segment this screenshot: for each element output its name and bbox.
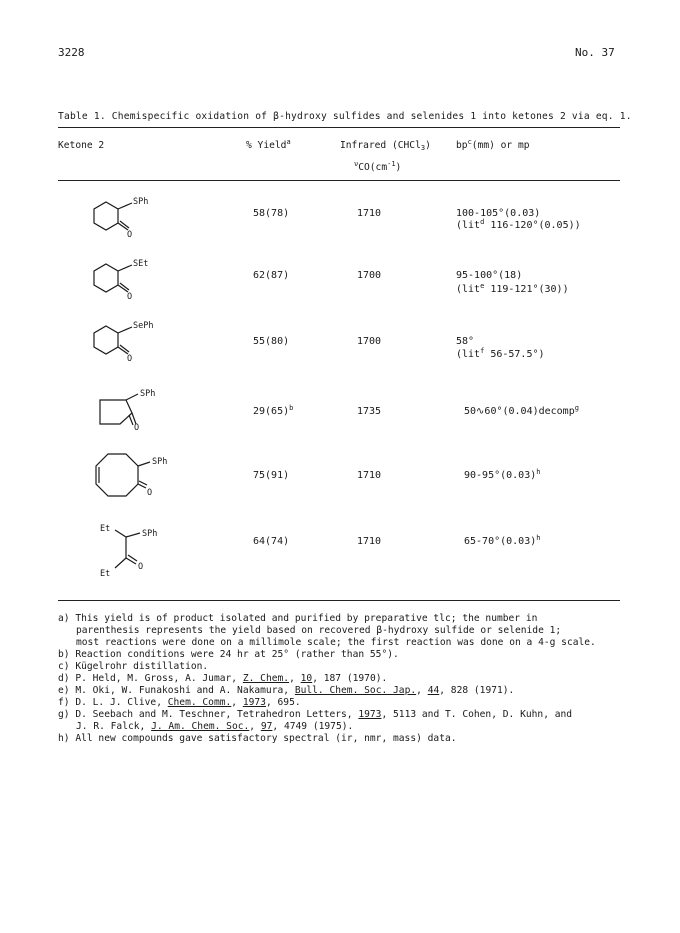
yield-cell: 55(80) (253, 336, 290, 347)
table-top-rule (58, 127, 620, 128)
substituent-label: SPh (133, 197, 149, 207)
footnote-a: a) This yield is of product isolated and purified by preparative tlc; the number in (58, 613, 538, 624)
footnote-e: e) M. Oki, W. Funakoshi and A. Nakamura, Bull. Chem. Soc. Jap., 44, 828 (1971). (58, 685, 515, 696)
ethyl-label: Et (100, 524, 111, 534)
structure-selenocyclohexanone (88, 316, 168, 366)
substituent-label: SPh (142, 529, 158, 539)
column-header-bp: $bp^c(mm)$ or mp (456, 138, 530, 151)
column-header-nu-co: $^\nu CO(cm^{-1})$ (354, 160, 402, 173)
yield-cell: 58(78) (253, 208, 290, 219)
ir-cell: 1735 (357, 406, 382, 417)
bp-literature-cell: (lit$^e$ 119-121°(30)) (456, 282, 569, 295)
bp-literature-cell: (lit$^f$ 56-57.5°) (456, 347, 545, 360)
footnote-g: g) D. Seebach and M. Teschner, Tetrahedron Letters, 1973, 5113 and T. Cohen, D. Kuhn, and (58, 709, 573, 720)
footnote-f: f) D. L. J. Clive, Chem. Comm., 1973, 695. (58, 697, 301, 708)
yield-cell: 64(74) (253, 536, 290, 547)
substituent-label: SEt (133, 259, 149, 269)
structure-thiocyclooctenone (86, 448, 176, 508)
footnote-b: b) Reaction conditions were 24 hr at 25° (rather than 55°). (58, 649, 399, 660)
ir-cell: 1700 (357, 270, 382, 281)
structure-thiocyclohexanone (88, 192, 168, 242)
structure-thiocyclopentanone (94, 388, 174, 432)
substituent-label: SePh (133, 321, 154, 331)
bp-cell: 95-100°(18) (456, 270, 523, 281)
carbonyl-label: O (127, 354, 133, 364)
structure-ethylthiocyclohexanone (88, 254, 168, 304)
table-caption: Table 1. Chemispecific oxidation of β-hydroxy sulfides and selenides 1 into ketones 2 via eq. 1. (58, 111, 632, 122)
bp-cell: 58° (456, 336, 475, 347)
substituent-label: SPh (152, 457, 168, 467)
table-header-rule (58, 180, 620, 181)
yield-cell: $29(65)^b$ (253, 404, 294, 417)
bp-cell: $90-95^\circ(0.03)^h$ (464, 468, 541, 481)
yield-cell: 62(87) (253, 270, 290, 281)
ir-cell: 1710 (357, 536, 382, 547)
carbonyl-label: O (127, 292, 133, 302)
yield-cell: 75(91) (253, 470, 290, 481)
carbonyl-label: O (127, 230, 133, 240)
carbonyl-label: O (138, 562, 144, 572)
footnote-a-continued: most reactions were done on a millimole scale; the first reaction was done on a 4-g scale. (76, 637, 596, 648)
ethyl-label: Et (100, 569, 111, 579)
page-number: 3228 (58, 46, 85, 59)
footnote-h: h) All new compounds gave satisfactory spectral (ir, nmr, mass) data. (58, 733, 457, 744)
bp-cell: 100-105°(0.03) (456, 208, 541, 219)
carbonyl-label: O (134, 423, 140, 433)
footnote-a-continued: parenthesis represents the yield based on recovered β-hydroxy sulfide or selenide 1; (76, 625, 562, 636)
substituent-label: SPh (140, 389, 156, 399)
structure-acyclic-ketone (100, 524, 180, 580)
ir-cell: 1710 (357, 208, 382, 219)
journal-number: No. 37 (575, 46, 615, 59)
column-header-infrared: Infrared (CHCl$_3$) (340, 140, 431, 152)
ir-cell: 1710 (357, 470, 382, 481)
column-header-ketone: Ketone 2 (58, 140, 105, 151)
ir-cell: 1700 (357, 336, 382, 347)
footnote-g-continued: J. R. Falck, J. Am. Chem. Soc., 97, 4749 (1975). (76, 721, 354, 732)
footnote-d: d) P. Held, M. Gross, A. Jumar, Z. Chem., 10, 187 (1970). (58, 673, 388, 684)
bp-cell: 50∿60°(0.04)decomp$^g$ (464, 404, 579, 417)
bp-literature-cell: (lit$^d$ 116-120°(0.05)) (456, 218, 581, 231)
table-bottom-rule (58, 600, 620, 601)
footnote-c: c) Kügelrohr distillation. (58, 661, 209, 672)
bp-cell: $65-70^\circ(0.03)^h$ (464, 534, 541, 547)
carbonyl-label: O (147, 488, 153, 498)
column-header-yield: % Yield$^a$ (246, 138, 291, 151)
